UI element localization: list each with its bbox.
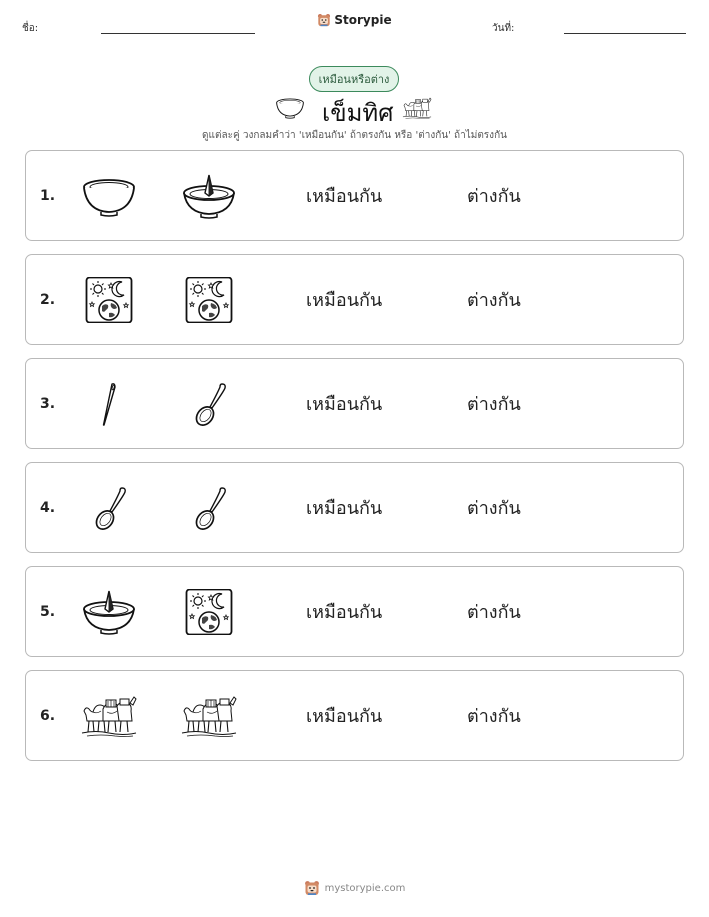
option-same[interactable]: เหมือนกัน [306, 706, 383, 727]
bowl-icon [275, 95, 305, 120]
option-same[interactable]: เหมือนกัน [306, 186, 383, 207]
option-different[interactable]: ต่างกัน [467, 186, 521, 207]
question-row-6 [25, 670, 684, 761]
name-label: ชื่อ: [22, 23, 39, 34]
question-number: 4. [40, 499, 56, 516]
compass-bowl-icon [181, 173, 237, 219]
option-different[interactable]: ต่างกัน [467, 602, 521, 623]
question-number: 5. [40, 603, 56, 620]
option-same[interactable]: เหมือนกัน [306, 290, 383, 311]
spoon-icon [181, 485, 237, 531]
option-different[interactable]: ต่างกัน [467, 498, 521, 519]
question-row-2 [25, 254, 684, 345]
option-same[interactable]: เหมือนกัน [306, 394, 383, 415]
storypie-logo-icon [317, 13, 331, 27]
sun-moon-earth-icon [181, 589, 237, 635]
question-row-1 [25, 150, 684, 241]
instructions: ดูแต่ละคู่ วงกลมคำว่า 'เหมือนกัน' ถ้าตรงกัน หรือ 'ต่างกัน' ถ้าไม่ตรงกัน [202, 130, 507, 141]
date-field[interactable] [564, 33, 686, 34]
worksheet-type-badge [309, 66, 399, 92]
brand [0, 13, 709, 27]
question-number: 2. [40, 291, 56, 308]
footer-site[interactable]: mystorypie.com [324, 882, 406, 894]
spoon-icon [181, 381, 237, 427]
question-number: 1. [40, 187, 56, 204]
camel-caravan-icon [81, 693, 137, 739]
option-same[interactable]: เหมือนกัน [306, 498, 383, 519]
camel-caravan-icon [400, 96, 434, 120]
storypie-logo-icon [304, 880, 320, 896]
question-row-5 [25, 566, 684, 657]
question-number: 6. [40, 707, 56, 724]
option-different[interactable]: ต่างกัน [467, 394, 521, 415]
spoon-icon [81, 485, 137, 531]
question-row-4 [25, 462, 684, 553]
option-same[interactable]: เหมือนกัน [306, 602, 383, 623]
bowl-icon [81, 173, 137, 219]
page-title: เข็มทิศ [322, 99, 394, 127]
sun-moon-earth-icon [181, 277, 237, 323]
date-label: วันที่: [492, 23, 515, 34]
footer [0, 880, 709, 896]
worksheet-type-label: เหมือนหรือต่าง [318, 73, 390, 86]
needle-icon [81, 381, 137, 427]
brand-name: Storypie [334, 13, 392, 27]
option-different[interactable]: ต่างกัน [467, 290, 521, 311]
name-field[interactable] [101, 33, 255, 34]
sun-moon-earth-icon [81, 277, 137, 323]
option-different[interactable]: ต่างกัน [467, 706, 521, 727]
question-number: 3. [40, 395, 56, 412]
compass-bowl-icon [81, 589, 137, 635]
question-row-3 [25, 358, 684, 449]
camel-caravan-icon [181, 693, 237, 739]
